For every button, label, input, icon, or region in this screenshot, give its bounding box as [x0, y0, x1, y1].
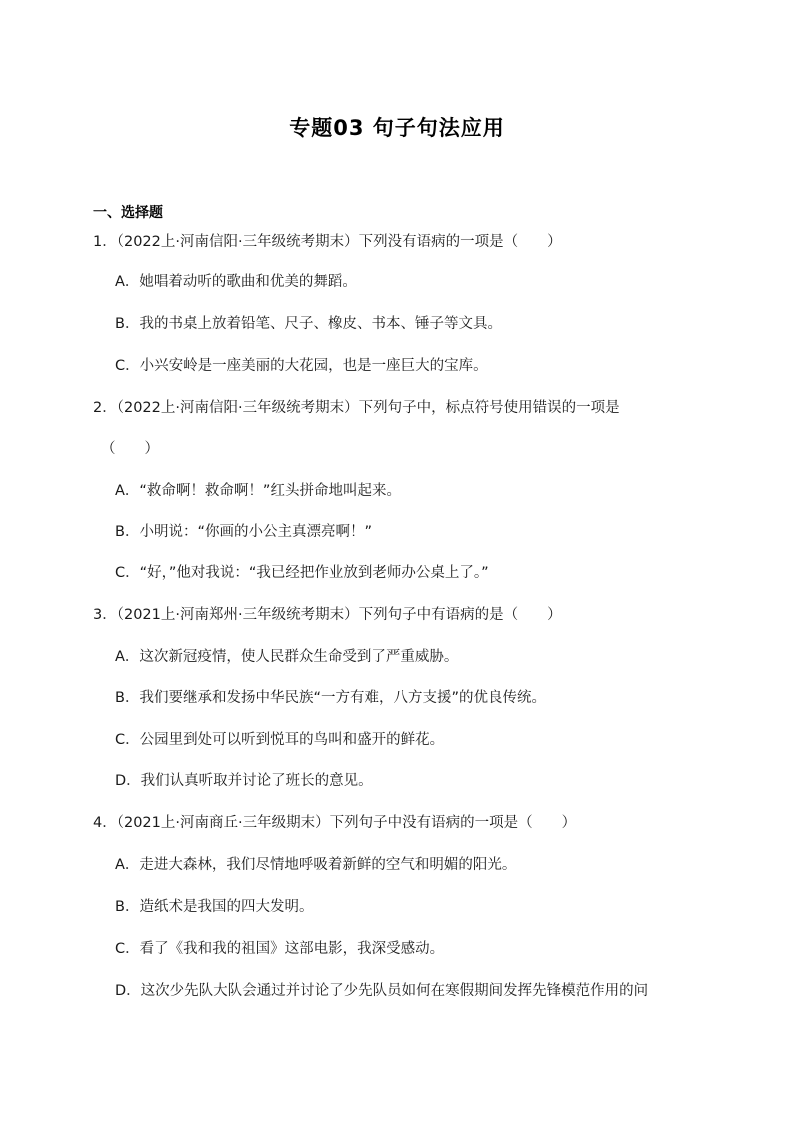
question-1-option-c: C．小兴安岭是一座美丽的大花园，也是一座巨大的宝库。 [115, 358, 488, 374]
question-1-stem: 1．（2022上·河南信阳·三年级统考期末）下列没有语病的一项是（ ） [93, 234, 562, 250]
question-2-option-b: B．小明说：“你画的小公主真漂亮啊！” [115, 524, 372, 540]
question-4-option-d: D．这次少先队大队会通过并讨论了少先队员如何在寒假期间发挥先锋模范作用的问 [115, 983, 649, 999]
question-3-option-b: B．我们要继承和发扬中华民族“一方有难，八方支援”的优良传统。 [115, 690, 546, 706]
question-3-option-d: D．我们认真听取并讨论了班长的意见。 [115, 773, 373, 789]
question-2-option-c: C．“好，”他对我说：“我已经把作业放到老师办公桌上了。” [115, 565, 489, 581]
question-3-option-c: C．公园里到处可以听到悦耳的鸟叫和盛开的鲜花。 [115, 732, 445, 748]
question-2-stem: 2．（2022上·河南信阳·三年级统考期末）下列句子中，标点符号使用错误的一项是 [93, 400, 620, 416]
question-1-option-a: A．她唱着动听的歌曲和优美的舞蹈。 [115, 274, 357, 290]
question-3-stem: 3．（2021上·河南郑州·三年级统考期末）下列句子中有语病的是（ ） [93, 607, 562, 623]
question-3-option-a: A．这次新冠疫情，使人民群众生命受到了严重威胁。 [115, 649, 459, 665]
question-4-option-b: B．造纸术是我国的四大发明。 [115, 899, 314, 915]
question-2-stem-continuation: （ ） [101, 441, 159, 457]
question-2-option-a: A．“救命啊！救命啊！”红头拼命地叫起来。 [115, 483, 401, 499]
question-1-option-b: B．我的书桌上放着铅笔、尺子、橡皮、书本、锤子等文具。 [115, 316, 502, 332]
question-4-stem: 4．（2021上·河南商丘·三年级期末）下列句子中没有语病的一项是（ ） [93, 815, 577, 831]
question-4-option-a: A．走进大森林，我们尽情地呼吸着新鲜的空气和明媚的阳光。 [115, 857, 517, 873]
question-4-option-c: C．看了《我和我的祖国》这部电影，我深受感动。 [115, 941, 445, 957]
page-title: 专题03 句子句法应用 [289, 116, 505, 140]
section-heading: 一、选择题 [93, 205, 163, 221]
